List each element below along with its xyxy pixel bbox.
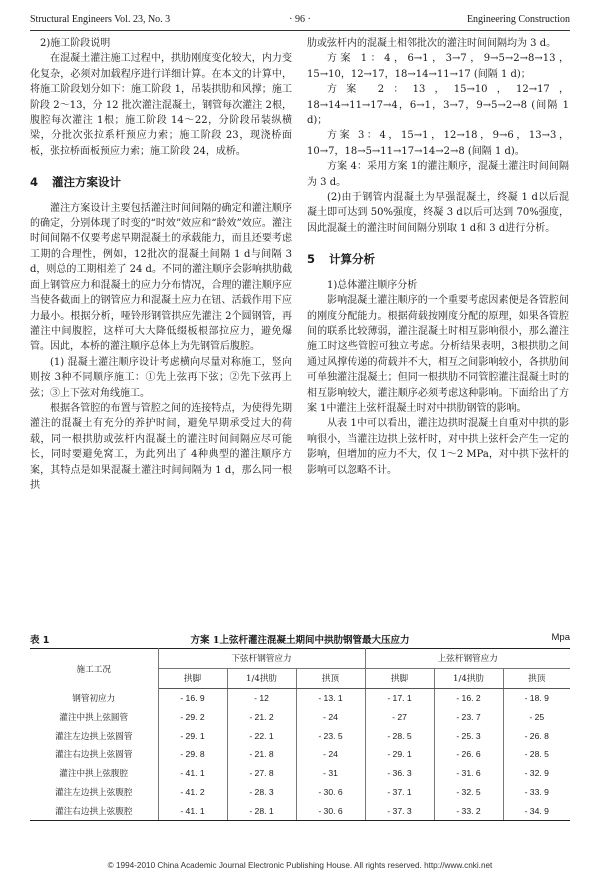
table-cell: - 29. 1 — [365, 745, 434, 764]
table-cell: - 32. 9 — [503, 764, 570, 783]
paragraph: (2)由于钢管内混凝土为早强混凝土，终凝 1 d以后混凝土即可达到 50%强度，终凝 3 d以后可达到 70%强度，因此混凝土的灌注时间间隔分别取 1 d和 3 d进行分析。 — [307, 192, 569, 234]
row-label: 钢管初应力 — [30, 688, 158, 707]
sub-header: 拱顶 — [296, 668, 365, 688]
table-cell: - 23. 5 — [296, 726, 365, 745]
paragraph: 根据各管腔的布置与管腔之间的连接特点，为使得先期灌注的混凝土有充分的养护时间，避免早期承受过大的荷载，同一根拱肋或弦杆内混凝土的灌注时间间隔应尽可能长，同时要避免窝工，为此列出了 4种典型的灌注顺序方案，其特点是如果混凝土灌注时间间隔为 1 d，那么同一根拱 — [30, 402, 292, 491]
table-cell: - 36. 3 — [365, 764, 434, 783]
section-heading-4 — [30, 175, 292, 190]
table-cell: - 25 — [503, 707, 570, 726]
stress-table — [30, 648, 570, 821]
section-number: 5 — [307, 252, 316, 267]
header-upper-chord: 上弦杆钢管应力 — [365, 649, 570, 669]
table-cell: - 29. 1 — [158, 726, 227, 745]
table-cell: - 21. 8 — [227, 745, 296, 764]
header-case: 施工工况 — [30, 649, 158, 689]
table-cell: - 32. 5 — [434, 783, 503, 802]
table-cell: - 30. 6 — [296, 783, 365, 802]
scheme-2: 方案 2：13，15→10，12→17，18→14→11→17→4，6→1，3→7，9→5→2→8 (间隔 1 d)； — [307, 84, 569, 127]
sub-header: 拱顶 — [503, 668, 570, 688]
table-cell: - 21. 2 — [227, 707, 296, 726]
table-cell: - 25. 3 — [434, 726, 503, 745]
section-number: 4 — [30, 175, 39, 190]
header-rule — [30, 30, 570, 31]
scheme-4: 方案 4：采用方案 1的灌注顺序，混凝土灌注时间间隔为 3 d。 — [307, 161, 569, 188]
table-cell: - 28. 5 — [365, 726, 434, 745]
sub-header: 拱脚 — [158, 668, 227, 688]
table-cell: - 24 — [296, 707, 365, 726]
table-cell: - 16. 9 — [158, 688, 227, 707]
table-cell: - 26. 6 — [434, 745, 503, 764]
section-title: 计算分析 — [329, 252, 375, 267]
page-number: · 96 · — [289, 14, 311, 25]
sub-header: 拱脚 — [365, 668, 434, 688]
paragraph: 在混凝土灌注施工过程中，拱肋刚度变化较大，内力变化复杂，必须对加载程序进行详细计算。在本文的计算中，将施工阶段划分如下：施工阶段 1，吊装拱肋和风撑；施工阶段 2～13，分 12 批次灌注混凝土，钢管每次灌注 2根，腹腔每次灌注 1根；施工阶段 14～22，分阶段吊装纵横梁，分批次张拉系杆预应力索；施工阶段 23，现浇桥面板，张拉桥面板预应力索；施工阶段 24，成桥。 — [30, 53, 292, 157]
copyright-footer: © 1994-2010 China Academic Journal Electronic Publishing House. All rights reserved. http://www.cnki.net — [107, 861, 493, 870]
row-label: 灌注中拱上弦腹腔 — [30, 764, 158, 783]
table-cell: - 27. 8 — [227, 764, 296, 783]
table-cell: - 13. 1 — [296, 688, 365, 707]
table-cell: - 31. 6 — [434, 764, 503, 783]
paragraph: 肋或弦杆内的混凝土相邻批次的灌注时间间隔均为 3 d。 — [307, 38, 557, 49]
header-lower-chord: 下弦杆钢管应力 — [158, 649, 365, 669]
table-cell: - 12 — [227, 688, 296, 707]
table-cell: - 37. 1 — [365, 783, 434, 802]
paragraph: 影响混凝土灌注顺序的一个重要考虑因素便是各管腔间的刚度分配能力。根据荷载按刚度分配的原理，如果各管腔间的联系比较薄弱，灌注混凝土时相互影响很小，那么灌注施工时这些管腔可独立考虑。分析结果表明，3根拱肋之间通过风撑传递的荷载并不大，相互之间影响较小，各拱肋间可单独灌注混凝土；但同一根拱肋不同管腔灌注混凝土时的相互影响较大，灌注顺序必须考虑这种影响。下面给出了方案 1中灌注上弦杆混凝土时对中拱肋钢管的影响。 — [307, 295, 569, 414]
table-cell: - 16. 2 — [434, 688, 503, 707]
table-cell: - 24 — [296, 745, 365, 764]
table-cell: - 33. 9 — [503, 783, 570, 802]
sub-header: 1/4拱肋 — [434, 668, 503, 688]
table-title: 方案 1上弦杆灌注混凝土期间中拱肋钢管最大压应力 — [190, 635, 410, 646]
running-header — [30, 14, 570, 28]
section-name: Engineering Construction — [466, 14, 570, 25]
table-cell: - 33. 2 — [434, 801, 503, 820]
paragraph: 灌注方案设计主要包括灌注时间间隔的确定和灌注顺序的确定，分别体现了时变的“时效”效应和“龄效”效应。灌注时间间隔不仅要考虑早期混凝土的承载能力，而且还要考虑工期的合理性，例如，12批次的混凝土间隔 1 d与间隔 3 d，则总的工期相差了 24 d。不同的灌注顺序会影响拱肋截面上钢管应力和混凝土的应力分布情况，合理的灌注顺序应当使各截面上的钢管应力和混凝土应力在钮、活载作用下应力最小。根据分析，哑铃形钢管拱应先灌注 2个圆钢管，再灌注中间腹腔，这样可大大降低缀板根部拉应力，避免爆管。因此，本桥的灌注顺序总体上为先钢管后腹腔。 — [30, 202, 292, 353]
row-label: 灌注中拱上弦圆管 — [30, 707, 158, 726]
table-row — [30, 726, 570, 745]
table-cell: - 41. 1 — [158, 801, 227, 820]
table-cell: - 26. 8 — [503, 726, 570, 745]
row-label: 灌注右边拱上弦腹腔 — [30, 801, 158, 820]
table-row — [30, 783, 570, 802]
table-cell: - 37. 3 — [365, 801, 434, 820]
table-cell: - 30. 6 — [296, 801, 365, 820]
table-cell: - 41. 2 — [158, 783, 227, 802]
table-row — [30, 688, 570, 707]
table-row — [30, 745, 570, 764]
table-cell: - 22. 1 — [227, 726, 296, 745]
journal-name: Structural Engineers Vol. 23, No. 3 — [30, 14, 171, 25]
scheme-1: 方案 1：4，6→1，3→7，9→5→2→8→13，15→10，12→17，18→14→11→17 (间隔 1 d)； — [307, 53, 569, 80]
table-cell: - 29. 8 — [158, 745, 227, 764]
table-cell: - 31 — [296, 764, 365, 783]
table-cell: - 23. 7 — [434, 707, 503, 726]
table-cell: - 28. 3 — [227, 783, 296, 802]
table-cell: - 41. 1 — [158, 764, 227, 783]
table-number: 表 1 — [30, 635, 50, 646]
table-cell: - 29. 2 — [158, 707, 227, 726]
table-cell: - 18. 9 — [503, 688, 570, 707]
subsection-title: 2)施工阶段说明 — [40, 38, 111, 49]
right-column — [307, 36, 569, 478]
table-cell: - 27 — [365, 707, 434, 726]
table-row — [30, 707, 570, 726]
section-title: 灌注方案设计 — [52, 175, 121, 190]
table-row — [30, 801, 570, 820]
table-row — [30, 764, 570, 783]
paragraph: (1) 混凝土灌注顺序设计考虑横向尽量对称施工，竖向则按 3种不同顺序施工：①先上弦再下弦；②先下弦再上弦；③上下弦对角线施工。 — [30, 356, 292, 399]
paragraph: 从表 1中可以看出，灌注边拱时混凝土自重对中拱的影响很小，当灌注边拱上弦杆时，对中拱上弦杆会产生一定的影响，但增加的应力不大，仅 1～2 MPa，对中拱下弦杆的影响可以忽略不计。 — [307, 418, 569, 476]
row-label: 灌注左边拱上弦圆管 — [30, 726, 158, 745]
section-heading-5 — [307, 252, 569, 267]
table-unit: Mpa — [551, 632, 570, 643]
subsection-title: 1)总体灌注顺序分析 — [327, 279, 418, 291]
left-column — [30, 36, 292, 493]
scheme-3: 方案 3：4，15→1，12→18，9→6，13→3，10→7，18→5→11→17→14→2→8 (间隔 1 d)。 — [307, 130, 569, 157]
row-label: 灌注右边拱上弦圆管 — [30, 745, 158, 764]
table-cell: - 34. 9 — [503, 801, 570, 820]
sub-header: 1/4拱肋 — [227, 668, 296, 688]
table-caption — [30, 632, 570, 646]
table-cell: - 28. 5 — [503, 745, 570, 764]
table-cell: - 28. 1 — [227, 801, 296, 820]
table-cell: - 17. 1 — [365, 688, 434, 707]
row-label: 灌注左边拱上弦腹腔 — [30, 783, 158, 802]
